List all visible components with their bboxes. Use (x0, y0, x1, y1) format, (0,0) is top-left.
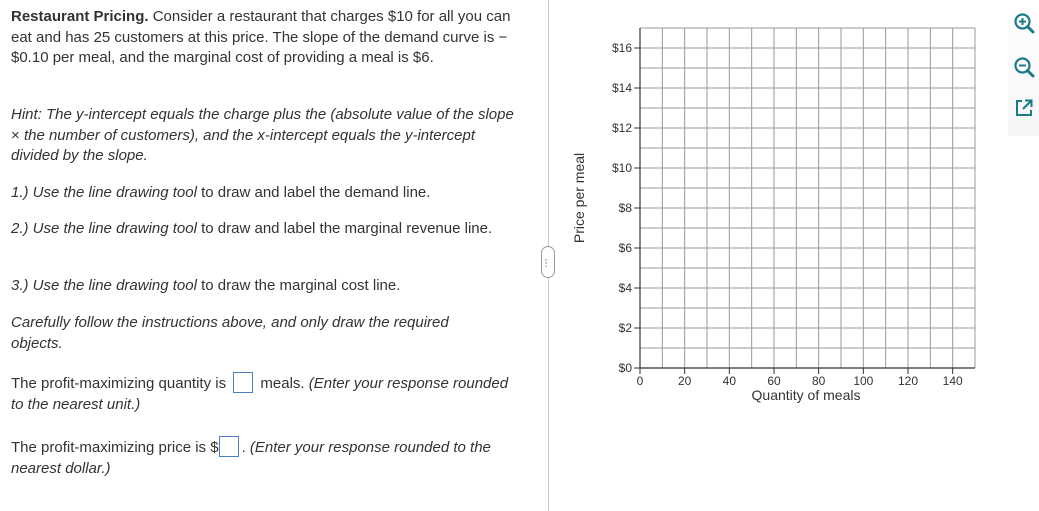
step-1-text: 1.) Use the (11, 184, 85, 201)
price-label: The profit-maximizing price is $ (11, 439, 219, 456)
x-tick-label: 20 (677, 374, 692, 388)
step-3-rest: to draw the marginal cost line. (201, 277, 401, 294)
step-3 (11, 276, 521, 297)
y-tick-label: $6 (618, 241, 632, 255)
y-tick-label: $8 (618, 201, 632, 215)
x-axis-label: Quantity of meals (751, 387, 861, 403)
step-2-rest: to draw and label the marginal revenue line. (201, 220, 493, 237)
quantity-question (11, 372, 511, 415)
quantity-label: The profit-maximizing quantity is (11, 375, 227, 392)
question-intro (11, 7, 521, 69)
x-tick-label: 140 (942, 374, 963, 388)
x-tick-label: 120 (897, 374, 919, 388)
y-tick-label: $12 (611, 121, 632, 135)
caution-text: Carefully follow the instructions above, and only draw the required objects. (11, 314, 449, 352)
handle-glyph: … (542, 257, 554, 267)
x-tick-label: 0 (636, 374, 644, 388)
step-1 (11, 183, 521, 204)
x-tick-label: 40 (722, 374, 737, 388)
hint-part-2: the number of customers), and the x-intercept equals the y-intercept divided by the slope. (11, 126, 475, 164)
x-tick-label: 60 (767, 374, 781, 388)
quantity-instruction: (Enter your response rounded to the nearest unit.) (11, 375, 509, 413)
step-2 (11, 219, 511, 240)
step-1-tool: line drawing tool (88, 184, 197, 201)
y-tick-label: $14 (611, 81, 632, 95)
quantity-input[interactable] (233, 372, 253, 393)
zoom-out-icon[interactable] (1012, 55, 1035, 78)
x-tick-label: 80 (811, 374, 826, 388)
step-2-text: 2.) Use the (11, 220, 85, 237)
hint-text (11, 105, 521, 167)
quantity-unit: meals. (260, 375, 305, 392)
price-period: . (241, 439, 246, 456)
y-tick-label: $0 (618, 361, 632, 375)
y-tick-label: $10 (611, 161, 632, 175)
question-text: Consider a restaurant that charges $10 for all you can eat and has 25 customers at this price. The slope of the demand curve is −$0.10 per meal, and the marginal cost of providing a meal is $6. (11, 8, 511, 66)
x-tick-label: 100 (853, 374, 874, 388)
y-tick-label: $4 (618, 281, 632, 295)
pane-resize-handle[interactable] (541, 246, 555, 278)
y-tick-label: $16 (611, 41, 632, 55)
price-question (11, 436, 521, 479)
pop-out-icon[interactable] (1012, 96, 1035, 119)
step-2-tool: line drawing tool (88, 220, 197, 237)
step-3-text: 3.) Use the (11, 277, 85, 294)
graph-svg[interactable] (580, 20, 980, 410)
times-symbol: × (11, 126, 20, 144)
price-instruction: (Enter your response rounded to the nearest dollar.) (11, 439, 491, 477)
graph-canvas[interactable] (580, 20, 980, 410)
zoom-in-icon[interactable] (1012, 11, 1035, 34)
price-input[interactable] (219, 436, 239, 457)
hint-part-1: Hint: The y-intercept equals the charge plus the (absolute value of the slope (11, 106, 514, 123)
question-title: Restaurant Pricing. (11, 8, 149, 25)
step-1-rest: to draw and label the demand line. (201, 184, 431, 201)
graph-tools (1008, 6, 1039, 136)
y-tick-label: $2 (618, 321, 632, 335)
step-3-tool: line drawing tool (88, 277, 197, 294)
y-axis-label: Price per meal (571, 152, 587, 244)
